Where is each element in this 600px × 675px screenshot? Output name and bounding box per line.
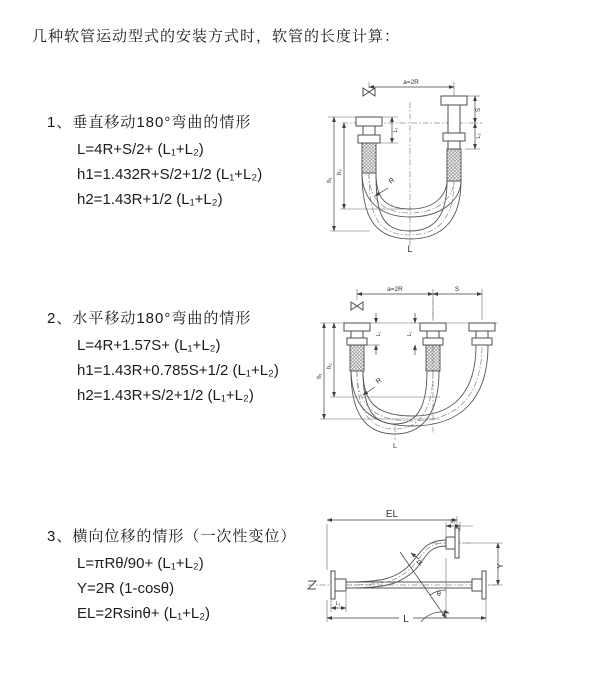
hose-curves [346, 540, 446, 588]
dim-el [327, 509, 457, 570]
section-1-formulas [77, 137, 262, 212]
left-fitting [356, 117, 382, 173]
dim-label-span: a=2R [403, 79, 419, 86]
section-1-heading: 1、垂直移动180°弯曲的情形 [47, 114, 252, 131]
formula-length: L=4R+S/2+ (L₁+L₂) [77, 141, 204, 158]
section-3-formulas [77, 551, 296, 626]
dim-label-s: S [454, 286, 460, 293]
dim-l2 [407, 313, 415, 355]
diagram-horizontal-180-bend [310, 282, 600, 450]
section-vertical-movement [47, 111, 262, 212]
angle-construction [400, 552, 449, 622]
dim-label-r: R [416, 558, 425, 568]
dim-s [467, 96, 482, 123]
left-fitting [331, 571, 346, 599]
dim-label-theta: θ [437, 591, 441, 598]
formula-h1: h1=1.43R+0.785S+1/2 (L₁+L₂) [77, 362, 279, 379]
dim-label-span: a=2R [387, 286, 403, 293]
dim-s [433, 286, 482, 294]
radius-callout [375, 177, 396, 196]
dim-label-l2: L₂ [476, 133, 482, 139]
dim-label-l2: L₂ [450, 519, 456, 525]
formula-el: EL=2Rsinθ+ (L₁+L₂) [77, 605, 211, 622]
upper-fitting [446, 528, 459, 558]
diagram-lateral-displacement [300, 500, 600, 648]
diagram-vertical-180-bend [312, 76, 600, 258]
dim-label-h2: h₂ [327, 363, 333, 369]
middle-fitting [420, 323, 446, 371]
formula-h2: h2=1.43R+S/2+1/2 (L₁+L₂) [77, 387, 254, 404]
dim-label-s: S [476, 107, 482, 113]
valve-icon [351, 302, 363, 310]
dim-label-l: L [403, 614, 409, 625]
dim-label-l1: L₁ [335, 601, 341, 607]
formula-length: L=4R+1.57S+ (L₁+L₂) [77, 337, 221, 354]
dim-label-y: Y [496, 563, 505, 569]
dim-l2 [465, 123, 482, 149]
dim-label-h1: h₁ [317, 373, 323, 379]
section-2-formulas [77, 333, 279, 408]
dim-h2 [327, 323, 440, 397]
dim-l1 [367, 313, 382, 355]
right-fitting [441, 96, 467, 181]
dim-l [327, 600, 486, 625]
valve-icon [363, 88, 375, 96]
formula-y: Y=2R (1-cosθ) [77, 580, 175, 597]
formula-h2: h2=1.43R+1/2 (L₁+L₂) [77, 191, 223, 208]
dim-label-el: EL [385, 509, 399, 520]
dim-label-l: L [393, 443, 397, 450]
dim-span [369, 79, 454, 96]
dim-label-l: L [407, 244, 413, 254]
dim-label-r: R [387, 176, 397, 186]
hose-curves [362, 173, 461, 239]
right-fitting [469, 323, 495, 345]
braided-hose-end [426, 345, 440, 371]
formula-length: L=πRθ/90+ (L₁+L₂) [77, 555, 204, 572]
formula-h1: h1=1.432R+S/2+1/2 (L₁+L₂) [77, 166, 263, 183]
section-2-heading: 2、水平移动180°弯曲的情形 [47, 310, 252, 327]
page-title: 几种软管运动型式的安装方式时，软管的长度计算： [32, 28, 401, 45]
dim-label-h1: h₁ [327, 177, 333, 183]
section-lateral-displacement [47, 525, 296, 626]
braided-hose-end [350, 345, 364, 371]
dim-label-l2: L₂ [407, 331, 413, 337]
left-fitting [344, 323, 370, 371]
dim-label-r: R [374, 376, 384, 386]
section-horizontal-movement [47, 307, 279, 408]
dim-label-h2: h₂ [337, 169, 343, 175]
section-3-heading: 3、横向位移的情形（一次性变位） [47, 528, 297, 545]
dim-label-l1: L₁ [376, 331, 382, 337]
dim-label-l1: L₁ [393, 127, 399, 133]
dim-h1 [317, 323, 440, 419]
braided-hose-end [362, 143, 376, 173]
braided-hose-end [447, 149, 461, 181]
dim-l1 [380, 117, 399, 143]
right-fitting [472, 571, 486, 599]
